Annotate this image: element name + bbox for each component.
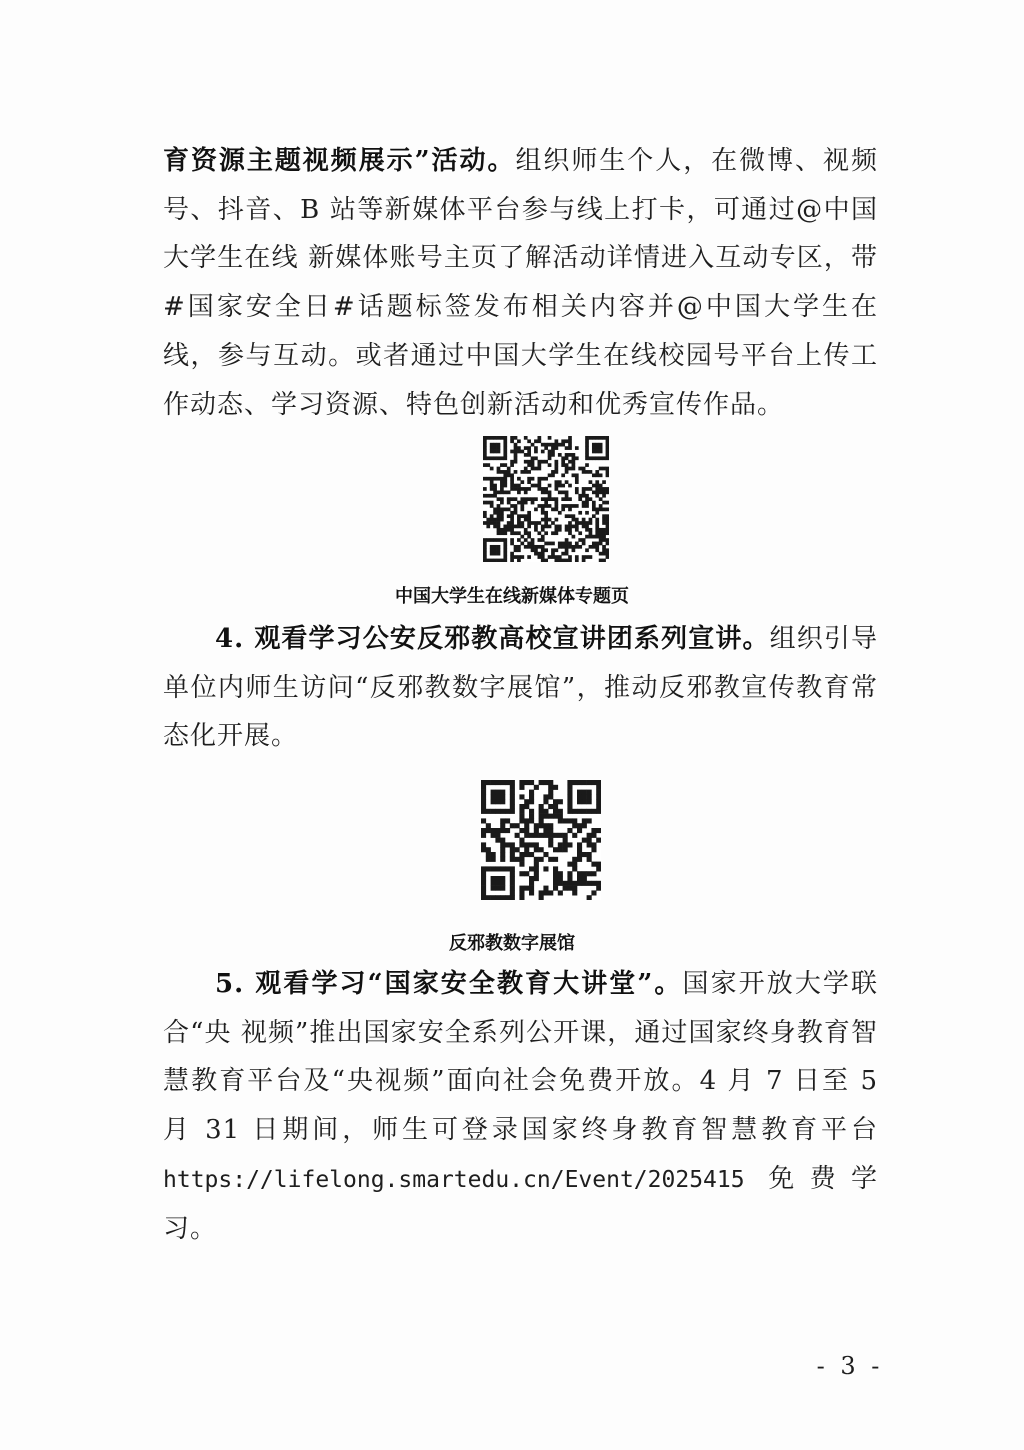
paragraph-anti-cult-lectures (163, 615, 878, 761)
paragraph-activity-details (163, 137, 878, 429)
page-number: - 3 - (816, 1352, 884, 1380)
qr-code-new-media-topic[interactable] (483, 436, 609, 562)
qr-caption-anti-cult-museum: 反邪教数字展馆 (449, 933, 575, 954)
paragraph-bold-lead: 4. 观看学习公安反邪教高校宣讲团系列宣讲。 (215, 624, 770, 654)
paragraph-bold-lead: 5. 观看学习“国家安全教育大讲堂”。 (215, 969, 683, 999)
qr-pattern (483, 436, 609, 562)
lifelong-platform-link[interactable]: https://lifelong.smartedu.cn/Event/2025415 (163, 1166, 745, 1193)
paragraph-bold-lead: 育资源主题视频展示”活动。 (163, 146, 516, 176)
paragraph-tail: 免费学习。 (163, 1163, 878, 1244)
paragraph-body: 组织引导单位内师生访问“反邪教数字展馆”，推动反邪教宣传教育常态化开展。 (163, 624, 878, 752)
qr-pattern (481, 780, 601, 900)
paragraph-body: 组织师生个人，在微博、视频号、抖音、B 站等新媒体平台参与线上打卡，可通过@中国大学生在线 新媒体账号主页了解活动详情进入互动专区，带#国家安全日#话题标签发布相关内容并@中国大学生在线，参与互动。或者通过中国大学生在线校园号平台上传工作动态、学习资源、特色创新活动和优秀宣传作品。 (163, 146, 878, 420)
paragraph-body: 国家开放大学联合“央 视频”推出国家安全系列公开课，通过国家终身教育智慧教育平台及“央视频”面向社会免费开放。4 月 7 日至 5 月 31 日期间，师生可登录国家终身教育智慧教育平台 (163, 969, 878, 1146)
qr-caption-new-media-topic: 中国大学生在线新媒体专题页 (395, 586, 629, 607)
qr-code-anti-cult-museum[interactable] (481, 780, 601, 900)
paragraph-security-lecture-hall (163, 960, 878, 1253)
